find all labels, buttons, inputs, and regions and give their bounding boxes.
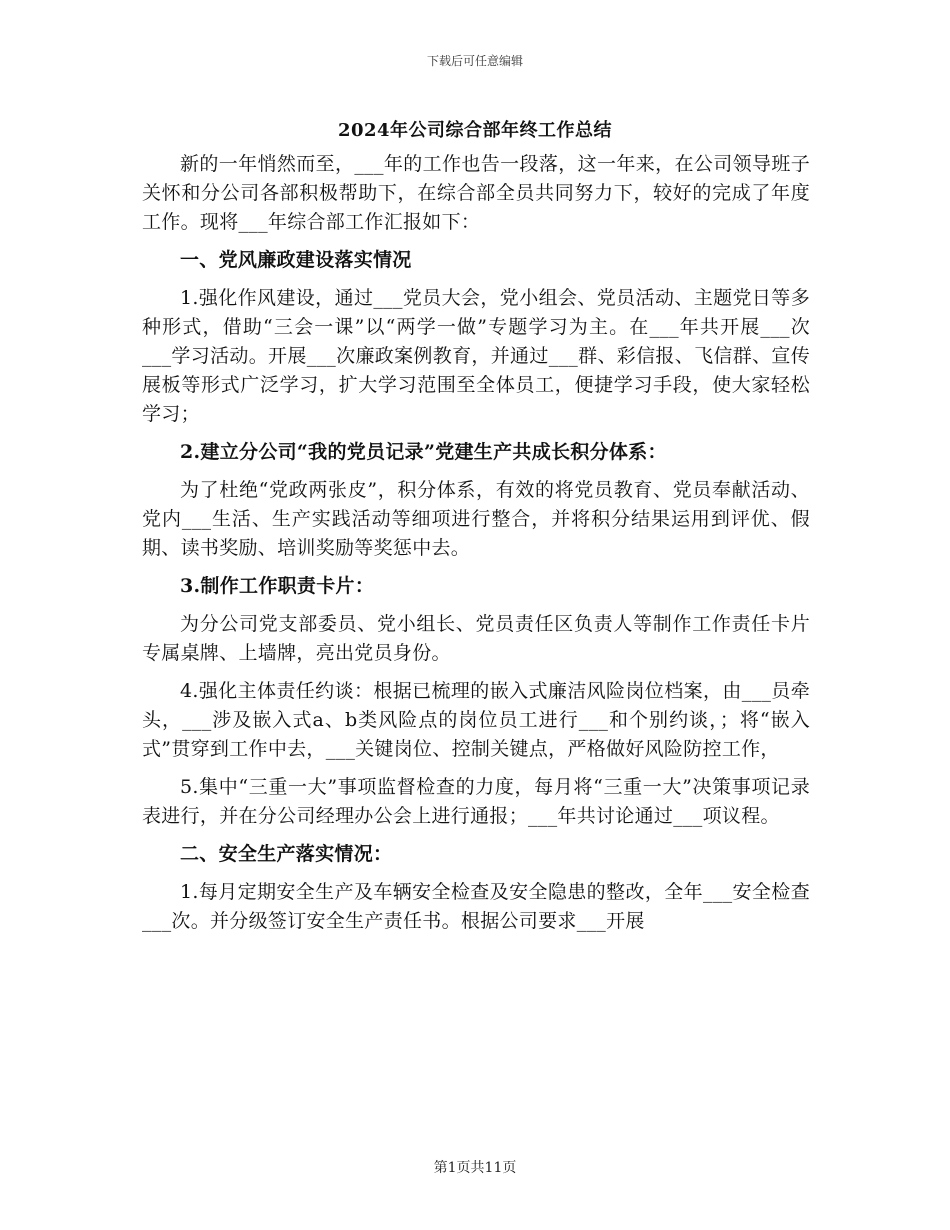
section-heading-party-conduct: 一、党风廉政建设落实情况 [180,249,412,271]
paragraph-item-2: 为了杜绝“党政两张皮”，积分体系，有效的将党员教育、党员奉献活动、党内___生活、生产实践活动等细项进行整合，并将积分结果运用到评优、假期、读书奖励、培训奖励等奖惩中去。 [142,479,810,559]
section-heading-safety: 二、安全生产落实情况： [180,843,393,865]
subheading-item-2: 2.建立分公司“我的党员记录”党建生产共成长积分体系： [180,441,667,463]
document-title: 2024年公司综合部年终工作总结 [337,120,613,141]
intro-paragraph: 新的一年悄然而至，___年的工作也告一段落，这一年来，在公司领导班子关怀和分公司各部积极帮助下，在综合部全员共同努力下，较好的完成了年度工作。现将___年综合部工作汇报如下： [142,153,810,233]
page-number: 第1页共11页 [433,1160,517,1176]
paragraph-item-4: 4.强化主体责任约谈：根据已梳理的嵌入式廉洁风险岗位档案，由___员牵头，___涉及嵌入式a、b类风险点的岗位员工进行___和个别约谈，；将“嵌入式”贯穿到工作中去，___关键岗位、控制关键点，严格做好风险防控工作， [142,680,810,760]
paragraph-item-3: 为分公司党支部委员、党小组长、党员责任区负责人等制作工作责任卡片专属桌牌、上墙牌，亮出党员身份。 [142,613,810,664]
paragraph-item-5: 5.集中“三重一大”事项监督检查的力度，每月将“三重一大”决策事项记录表进行，并在分公司经理办公会上进行通报；___年共讨论通过___项议程。 [142,776,810,827]
subheading-item-3: 3.制作工作职责卡片： [180,575,375,597]
paragraph-safety-1: 1.每月定期安全生产及车辆安全检查及安全隐患的整改，全年___安全检查___次。并分级签订安全生产责任书。根据公司要求___开展 [142,881,810,932]
header-note: 下载后可任意编辑 [426,54,523,68]
paragraph-item-1: 1.强化作风建设，通过___党员大会，党小组会、党员活动、主题党日等多种形式，借助“三会一课”以“两学一做”专题学习为主。在___年共开展___次___学习活动。开展___次廉政案例教育，并通过___群、彩信报、飞信群、宣传展板等形式广泛学习，扩大学习范围至全体员工，便捷学习手段，使大家轻松学习； [142,287,810,425]
document-body [142,150,810,936]
